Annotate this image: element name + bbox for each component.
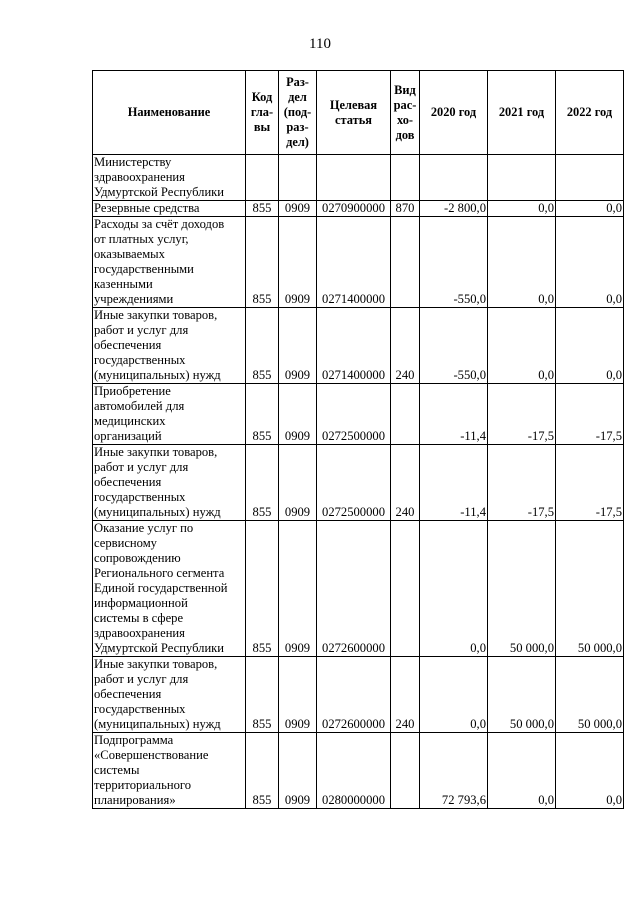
header-razdel: Раз- дел (под- раз- дел) xyxy=(279,71,317,155)
cell-2022: 50 000,0 xyxy=(556,521,624,657)
cell-2021: 0,0 xyxy=(488,308,556,384)
table-row xyxy=(93,445,624,521)
cell-kod-glavy: 855 xyxy=(246,201,279,217)
header-name: Наименование xyxy=(93,71,246,155)
cell-name: Приобретение автомобилей для медицинских организаций xyxy=(93,384,246,445)
cell-name: Оказание услуг по сервисному сопровождению Регионального сегмента Единой государственной информационной системы в сфере здравоохранения Удмуртской Республики xyxy=(93,521,246,657)
table-body xyxy=(93,155,624,809)
cell-kod-glavy: 855 xyxy=(246,657,279,733)
table-row xyxy=(93,308,624,384)
cell-2020 xyxy=(420,155,488,201)
cell-celevaya-statya: 0272600000 xyxy=(317,521,391,657)
table-row xyxy=(93,657,624,733)
cell-razdel: 0909 xyxy=(279,733,317,809)
cell-vid-rashodov: 240 xyxy=(391,445,420,521)
cell-2020: -550,0 xyxy=(420,308,488,384)
cell-kod-glavy xyxy=(246,155,279,201)
cell-name: Иные закупки товаров, работ и услуг для обеспечения государственных (муниципальных) нужд xyxy=(93,657,246,733)
page-number: 110 xyxy=(309,36,331,52)
table-row xyxy=(93,155,624,201)
cell-name: Министерству здравоохранения Удмуртской Республики xyxy=(93,155,246,201)
cell-kod-glavy: 855 xyxy=(246,217,279,308)
cell-2020: -11,4 xyxy=(420,384,488,445)
header-2020: 2020 год xyxy=(420,71,488,155)
header-2022: 2022 год xyxy=(556,71,624,155)
cell-kod-glavy: 855 xyxy=(246,384,279,445)
table-header-row xyxy=(93,71,624,155)
cell-vid-rashodov xyxy=(391,384,420,445)
cell-razdel: 0909 xyxy=(279,445,317,521)
cell-kod-glavy: 855 xyxy=(246,521,279,657)
cell-celevaya-statya: 0272600000 xyxy=(317,657,391,733)
cell-2022: 0,0 xyxy=(556,201,624,217)
cell-2020: 72 793,6 xyxy=(420,733,488,809)
cell-name: Резервные средства xyxy=(93,201,246,217)
cell-vid-rashodov: 240 xyxy=(391,657,420,733)
table-row xyxy=(93,521,624,657)
cell-celevaya-statya xyxy=(317,155,391,201)
header-kod-glavy: Код гла- вы xyxy=(246,71,279,155)
cell-vid-rashodov: 870 xyxy=(391,201,420,217)
cell-name: Иные закупки товаров, работ и услуг для обеспечения государственных (муниципальных) нужд xyxy=(93,445,246,521)
cell-vid-rashodov xyxy=(391,217,420,308)
cell-kod-glavy: 855 xyxy=(246,445,279,521)
cell-2020: 0,0 xyxy=(420,657,488,733)
cell-2021: -17,5 xyxy=(488,445,556,521)
cell-kod-glavy: 855 xyxy=(246,733,279,809)
cell-celevaya-statya: 0272500000 xyxy=(317,445,391,521)
cell-2020: -2 800,0 xyxy=(420,201,488,217)
cell-2021 xyxy=(488,155,556,201)
header-celevaya-statya: Целевая статья xyxy=(317,71,391,155)
cell-2020: 0,0 xyxy=(420,521,488,657)
cell-2022: 0,0 xyxy=(556,217,624,308)
cell-vid-rashodov xyxy=(391,733,420,809)
cell-celevaya-statya: 0271400000 xyxy=(317,308,391,384)
table-row xyxy=(93,384,624,445)
cell-razdel: 0909 xyxy=(279,657,317,733)
header-2021: 2021 год xyxy=(488,71,556,155)
cell-vid-rashodov xyxy=(391,155,420,201)
cell-2021: -17,5 xyxy=(488,384,556,445)
cell-2022 xyxy=(556,155,624,201)
table-row xyxy=(93,201,624,217)
cell-2022: 0,0 xyxy=(556,733,624,809)
cell-razdel: 0909 xyxy=(279,201,317,217)
cell-2022: -17,5 xyxy=(556,384,624,445)
cell-2021: 50 000,0 xyxy=(488,657,556,733)
table-row xyxy=(93,217,624,308)
cell-celevaya-statya: 0271400000 xyxy=(317,217,391,308)
table-row xyxy=(93,733,624,809)
cell-2020: -11,4 xyxy=(420,445,488,521)
budget-table xyxy=(92,70,624,809)
cell-2022: 0,0 xyxy=(556,308,624,384)
header-vid-rashodov: Вид рас- хо- дов xyxy=(391,71,420,155)
cell-name: Подпрограмма «Совершенствование системы территориального планирования» xyxy=(93,733,246,809)
cell-name: Расходы за счёт доходов от платных услуг, оказываемых государственными казенными учреждениями xyxy=(93,217,246,308)
cell-2020: -550,0 xyxy=(420,217,488,308)
cell-razdel: 0909 xyxy=(279,217,317,308)
cell-razdel: 0909 xyxy=(279,308,317,384)
cell-razdel: 0909 xyxy=(279,521,317,657)
cell-razdel: 0909 xyxy=(279,384,317,445)
cell-2022: 50 000,0 xyxy=(556,657,624,733)
cell-razdel xyxy=(279,155,317,201)
cell-2021: 0,0 xyxy=(488,733,556,809)
cell-2022: -17,5 xyxy=(556,445,624,521)
cell-2021: 0,0 xyxy=(488,201,556,217)
cell-name: Иные закупки товаров, работ и услуг для обеспечения государственных (муниципальных) нужд xyxy=(93,308,246,384)
cell-2021: 50 000,0 xyxy=(488,521,556,657)
cell-celevaya-statya: 0270900000 xyxy=(317,201,391,217)
cell-celevaya-statya: 0272500000 xyxy=(317,384,391,445)
cell-2021: 0,0 xyxy=(488,217,556,308)
cell-vid-rashodov: 240 xyxy=(391,308,420,384)
cell-vid-rashodov xyxy=(391,521,420,657)
cell-kod-glavy: 855 xyxy=(246,308,279,384)
cell-celevaya-statya: 0280000000 xyxy=(317,733,391,809)
